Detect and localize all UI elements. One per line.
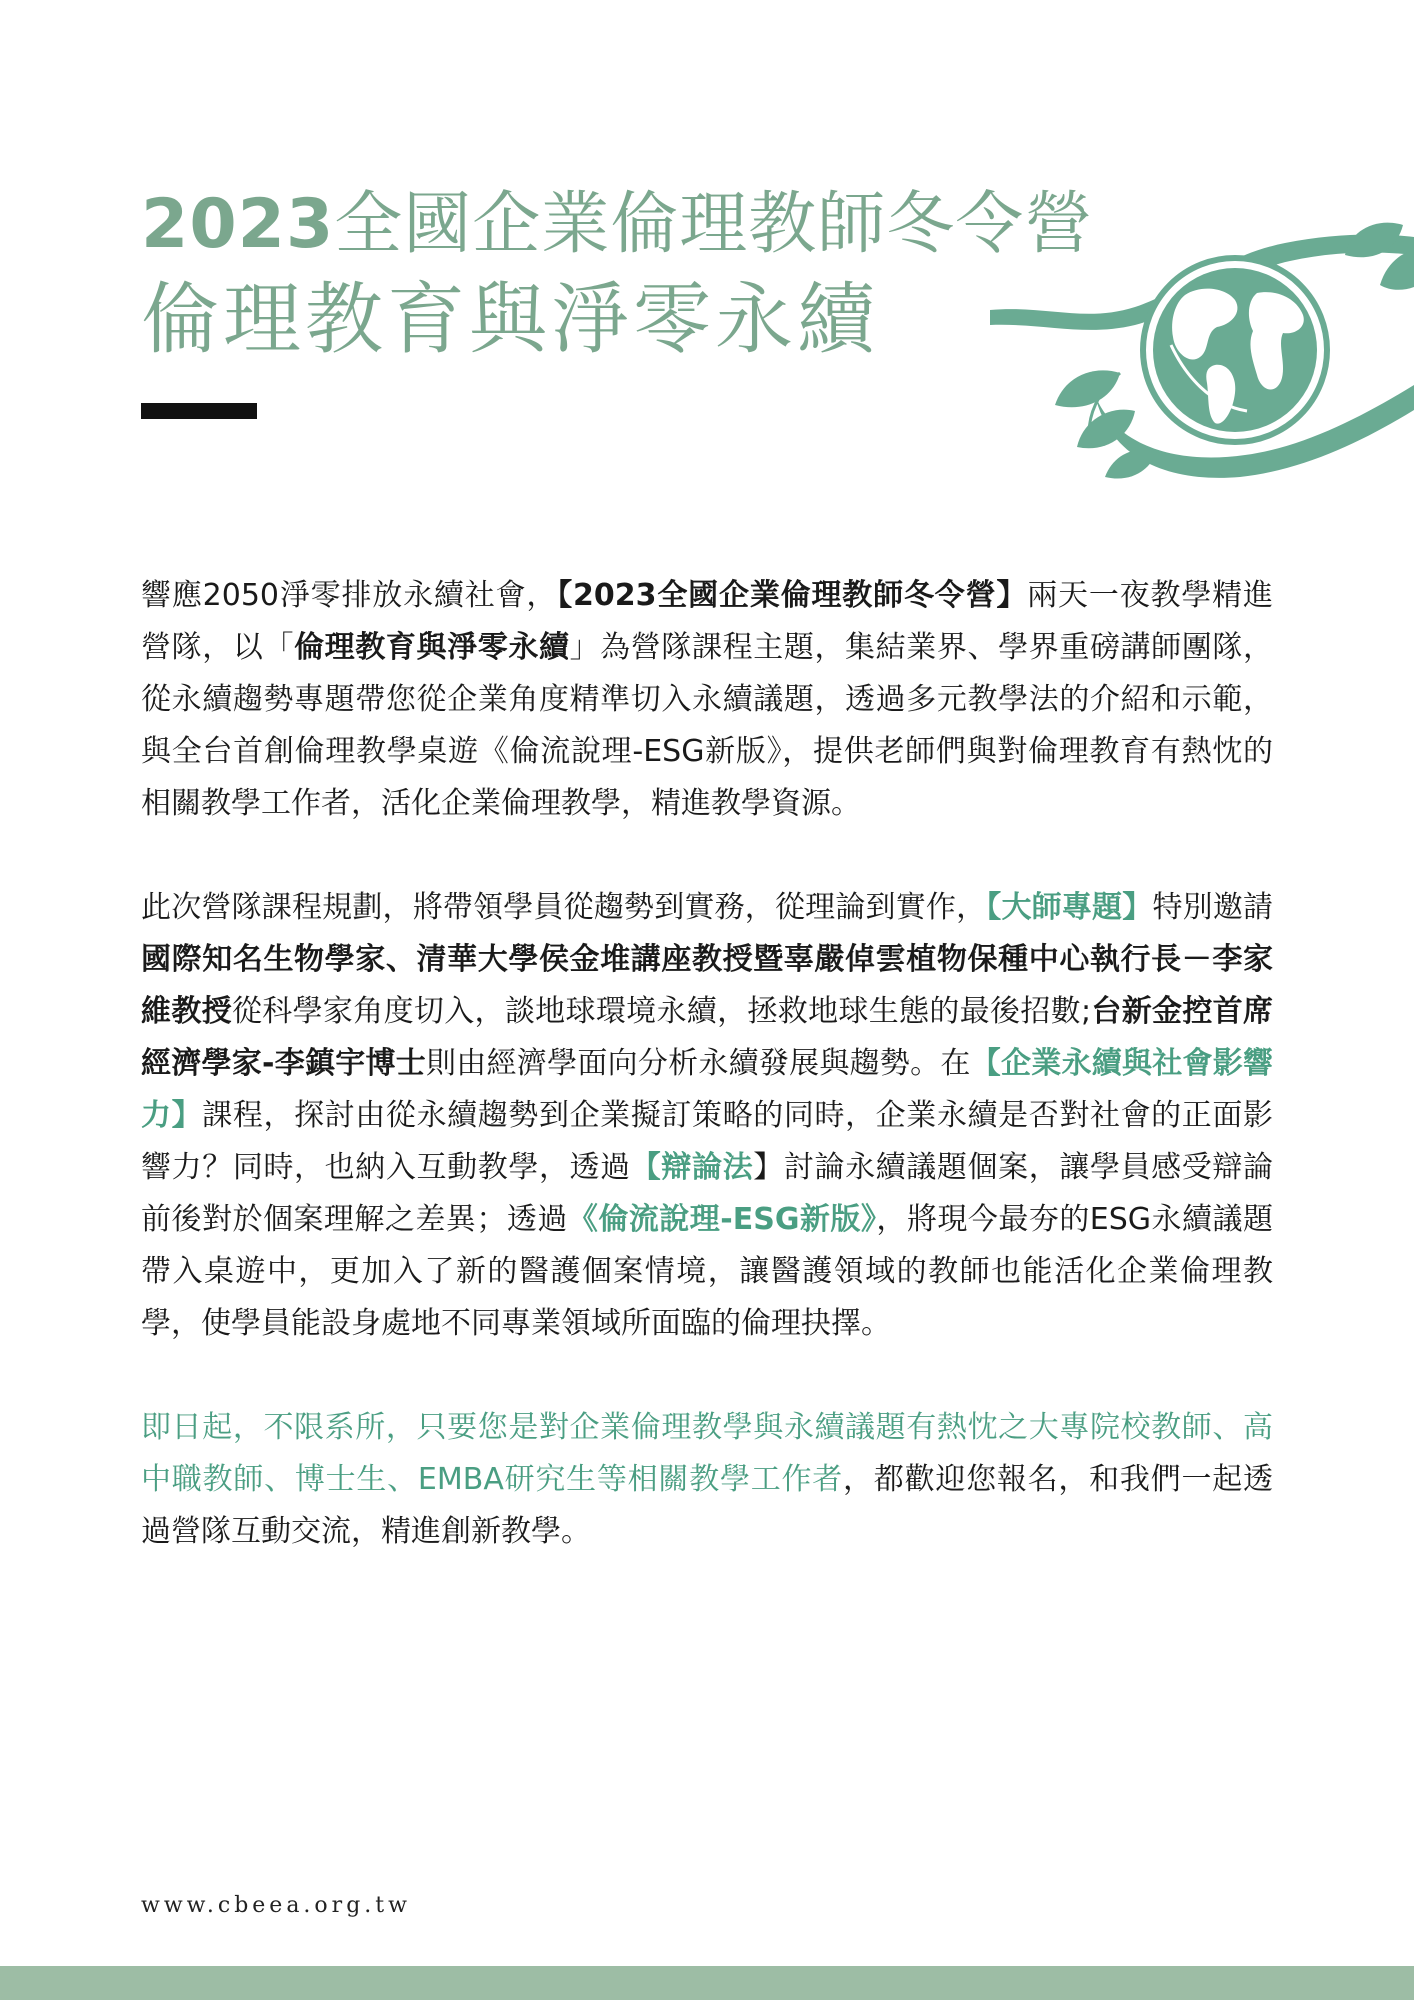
leaf-bottom-3 — [1105, 449, 1157, 478]
title-camp-name: 全國企業倫理教師冬令營 — [334, 185, 1094, 264]
text-segment: 」為營隊課程主題，集結業界、學界重磅講師團隊，從永續趨勢專題帶您從企業角度精準切入永續議題，透過多元教學法的介紹和示範，與全台首創倫理教學桌遊《倫流說理-ESG新版》，提供老師們與對倫理教育有熱忱的相關教學工作者，活化企業倫理教學，精進教學資源。 — [141, 630, 1274, 821]
text-segment: 則由經濟學面向分析永續發展與趨勢。在 — [426, 1046, 971, 1081]
footer-band — [0, 1966, 1414, 2000]
text-segment: 此次營隊課程規劃，將帶領學員從趨勢到實務，從理論到實作， — [141, 890, 987, 925]
page-title — [141, 180, 1093, 370]
leaf-top-2 — [1380, 251, 1414, 290]
speaker-2-emphasis: 台新金控首席經濟學家-李鎮宇博士 — [141, 994, 1274, 1081]
text-segment: 響應2050淨零排放永續社會， — [141, 578, 558, 613]
title-underline-bar — [141, 403, 257, 419]
earth-with-leaves-icon — [985, 215, 1414, 485]
paragraph-intro — [141, 570, 1273, 830]
master-lecture-highlight: 【大師專題】 — [986, 890, 1153, 925]
text-segment: ，將現今最夯的ESG永續議題帶入桌遊中，更加入了新的醫護個案情境，讓醫護領域的教師也能活化企業倫理教學，使學員能設身處地不同專業領域所面臨的倫理抉擇。 — [141, 1202, 1273, 1341]
text-segment: 兩天一夜教學精進營隊，以「 — [141, 578, 1273, 665]
camp-name-emphasis: 【2023全國企業倫理教師冬令營】 — [557, 578, 1028, 613]
text-segment: 】討論永續議題個案，讓學員感受辯論前後對於個案理解之差異；透過 — [141, 1150, 1274, 1237]
leaf-bottom-1 — [1055, 370, 1120, 407]
debate-method-highlight: 【辯論法 — [630, 1150, 754, 1185]
title-line-1 — [141, 180, 1093, 270]
text-segment: 課程，探討由從永續趨勢到企業擬訂策略的同時，企業永續是否對社會的正面影響力？同時，也納入互動教學，透過 — [141, 1098, 1274, 1185]
title-year: 2023 — [141, 185, 335, 264]
theme-emphasis: 倫理教育與淨零永續 — [294, 630, 570, 665]
text-segment: 特別邀請 — [1152, 890, 1274, 925]
footer-website-url: www.cbeea.org.tw — [141, 1893, 411, 1918]
paragraph-invitation — [141, 1402, 1273, 1558]
speaker-1-emphasis: 國際知名生物學家、清華大學侯金堆講座教授暨辜嚴倬雲植物保種中心執行長－李家維教授 — [141, 942, 1273, 1029]
paragraph-program — [141, 882, 1273, 1350]
title-subtitle: 倫理教育與淨零永續 — [141, 275, 880, 365]
text-segment: 從科學家角度切入，談地球環境永續，拯救地球生態的最後招數; — [231, 994, 1092, 1029]
intro-text — [141, 570, 1273, 1610]
board-game-highlight: 《倫流說理-ESG新版》 — [567, 1202, 877, 1237]
audience-highlight: 即日起，不限系所，只要您是對企業倫理教學與永續議題有熱忱之大專院校教師、高中職教師、博士生、EMBA研究生等相關教學工作者 — [141, 1410, 1273, 1497]
text-segment: ，都歡迎您報名，和我們一起透過營隊互動交流，精進創新教學。 — [141, 1462, 1273, 1549]
csr-course-highlight: 【企業永續與社會影響力】 — [141, 1046, 1274, 1133]
